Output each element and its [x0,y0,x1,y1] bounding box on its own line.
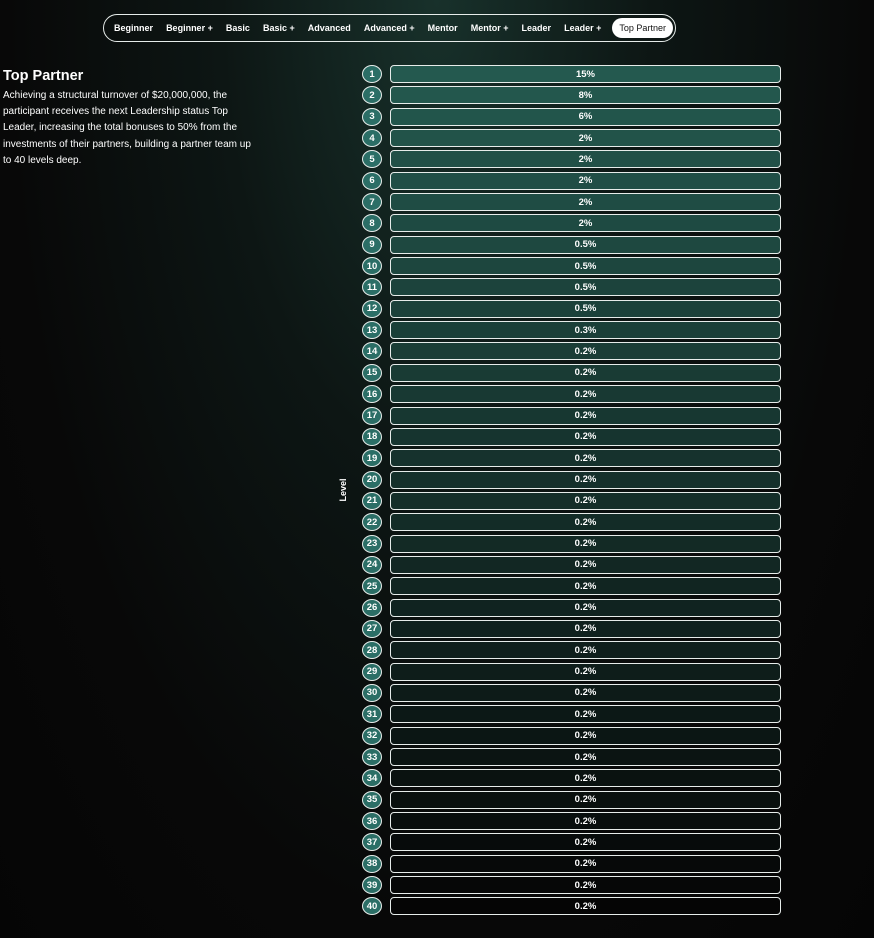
level-percent-bar: 0.5% [390,236,781,254]
level-row [362,640,782,661]
level-number-badge: 16 [362,385,382,403]
level-percent-bar: 0.2% [390,663,781,681]
level-row [362,470,782,491]
level-number-badge: 14 [362,342,382,360]
status-info [3,68,253,169]
level-row [362,192,782,213]
tab-leader-plus[interactable]: Leader + [564,23,602,33]
level-percent-bar: 0.2% [390,428,781,446]
level-row [362,512,782,533]
level-percent-bar: 0.2% [390,727,781,745]
level-number-badge: 32 [362,727,382,745]
level-row [362,384,782,405]
level-percent-bar: 2% [390,214,781,232]
level-row [362,576,782,597]
level-number-badge: 39 [362,876,382,894]
level-percent-bar: 0.2% [390,769,781,787]
level-row [362,491,782,512]
levels-list [362,64,782,918]
level-row [362,768,782,789]
level-row [362,299,782,320]
level-number-badge: 3 [362,108,382,126]
level-percent-bar: 2% [390,150,781,168]
level-number-badge: 17 [362,407,382,425]
tab-leader[interactable]: Leader [521,23,552,33]
level-percent-bar: 0.2% [390,492,781,510]
level-number-badge: 38 [362,855,382,873]
level-row [362,683,782,704]
level-row [362,128,782,149]
level-number-badge: 11 [362,278,382,296]
level-number-badge: 34 [362,769,382,787]
level-number-badge: 2 [362,86,382,104]
tab-advanced[interactable]: Advanced [307,23,351,33]
level-number-badge: 27 [362,620,382,638]
level-percent-bar: 0.2% [390,748,781,766]
level-number-badge: 23 [362,535,382,553]
level-number-badge: 28 [362,641,382,659]
level-percent-bar: 0.2% [390,385,781,403]
level-number-badge: 13 [362,321,382,339]
level-percent-bar: 0.2% [390,407,781,425]
tab-mentor-plus[interactable]: Mentor + [470,23,509,33]
level-row [362,171,782,192]
level-row [362,256,782,277]
level-percent-bar: 2% [390,129,781,147]
level-number-badge: 19 [362,449,382,467]
level-number-badge: 4 [362,129,382,147]
level-number-badge: 9 [362,236,382,254]
level-percent-bar: 0.2% [390,449,781,467]
tab-advanced-plus[interactable]: Advanced + [363,23,415,33]
level-row [362,427,782,448]
tab-mentor[interactable]: Mentor [427,23,458,33]
level-number-badge: 18 [362,428,382,446]
level-row [362,320,782,341]
level-row [362,406,782,427]
level-number-badge: 31 [362,705,382,723]
tab-basic[interactable]: Basic [225,23,250,33]
level-number-badge: 33 [362,748,382,766]
level-percent-bar: 0.2% [390,342,781,360]
level-percent-bar: 0.2% [390,791,781,809]
level-row [362,747,782,768]
level-number-badge: 5 [362,150,382,168]
level-number-badge: 29 [362,663,382,681]
level-row [362,726,782,747]
level-percent-bar: 0.2% [390,855,781,873]
level-row [362,213,782,234]
level-row [362,448,782,469]
level-row [362,662,782,683]
level-number-badge: 30 [362,684,382,702]
level-percent-bar: 0.2% [390,556,781,574]
level-number-badge: 15 [362,364,382,382]
level-number-badge: 35 [362,791,382,809]
level-row [362,64,782,85]
level-percent-bar: 15% [390,65,781,83]
level-percent-bar: 0.2% [390,641,781,659]
level-row [362,85,782,106]
level-number-badge: 26 [362,599,382,617]
level-number-badge: 10 [362,257,382,275]
level-number-badge: 6 [362,172,382,190]
level-number-badge: 8 [362,214,382,232]
status-tabs [103,14,676,42]
level-percent-bar: 0.2% [390,471,781,489]
level-row [362,363,782,384]
tab-beginner[interactable]: Beginner [114,23,154,33]
level-number-badge: 12 [362,300,382,318]
level-percent-bar: 0.3% [390,321,781,339]
level-percent-bar: 0.5% [390,300,781,318]
level-row [362,341,782,362]
status-title: Top Partner [3,68,84,84]
level-number-badge: 25 [362,577,382,595]
level-percent-bar: 0.2% [390,364,781,382]
level-percent-bar: 0.2% [390,876,781,894]
level-number-badge: 21 [362,492,382,510]
level-percent-bar: 0.5% [390,257,781,275]
level-row [362,875,782,896]
level-percent-bar: 0.5% [390,278,781,296]
level-row [362,107,782,128]
level-row [362,555,782,576]
level-number-badge: 24 [362,556,382,574]
level-axis-label: Level [338,478,348,502]
level-number-badge: 20 [362,471,382,489]
level-row [362,704,782,725]
level-number-badge: 36 [362,812,382,830]
level-percent-bar: 0.2% [390,812,781,830]
level-row [362,811,782,832]
level-row [362,832,782,853]
level-number-badge: 22 [362,513,382,531]
level-percent-bar: 0.2% [390,513,781,531]
level-percent-bar: 0.2% [390,535,781,553]
status-description: Achieving a structural turnover of $20,000,000, the participant receives the next Leadership status Top Leader, increasing the total bonuses to 50% from the investments of their partners, building a partner team up to 40 levels deep. [3,90,251,166]
level-row [362,534,782,555]
level-row [362,896,782,917]
level-percent-bar: 2% [390,172,781,190]
level-row [362,598,782,619]
level-percent-bar: 0.2% [390,705,781,723]
tab-top-partner[interactable]: Top Partner [612,18,673,38]
level-percent-bar: 0.2% [390,684,781,702]
level-row [362,149,782,170]
level-percent-bar: 0.2% [390,577,781,595]
level-percent-bar: 0.2% [390,897,781,915]
tab-basic-plus[interactable]: Basic + [262,23,295,33]
level-percent-bar: 0.2% [390,599,781,617]
level-row [362,619,782,640]
level-number-badge: 1 [362,65,382,83]
level-number-badge: 40 [362,897,382,915]
level-percent-bar: 0.2% [390,620,781,638]
tab-beginner-plus[interactable]: Beginner + [166,23,213,33]
level-row [362,790,782,811]
level-number-badge: 7 [362,193,382,211]
level-row [362,277,782,298]
level-number-badge: 37 [362,833,382,851]
level-percent-bar: 8% [390,86,781,104]
level-percent-bar: 0.2% [390,833,781,851]
level-row [362,235,782,256]
level-row [362,854,782,875]
level-percent-bar: 6% [390,108,781,126]
level-percent-bar: 2% [390,193,781,211]
